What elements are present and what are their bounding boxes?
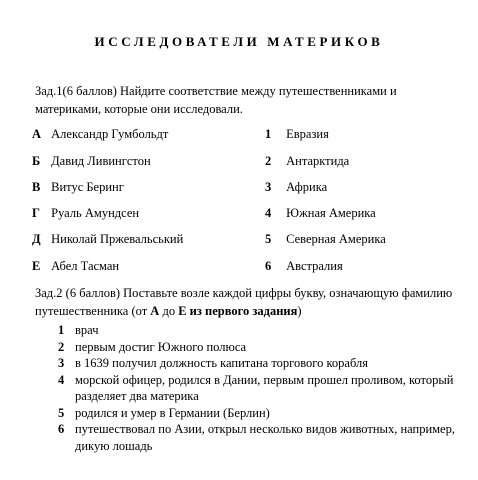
continent-row (265, 232, 386, 247)
fact-text: первым достиг Южного полюса (75, 339, 247, 354)
explorer-letter: Д (32, 232, 41, 246)
list-item (58, 355, 458, 372)
explorer-name: Руаль Амундсен (51, 206, 140, 220)
task2-text-mid: до (159, 304, 179, 318)
explorer-row (32, 259, 119, 274)
fact-text: в 1639 получил должность капитана торгового корабля (75, 356, 368, 370)
continent-name: Африка (286, 180, 328, 194)
explorer-row (32, 180, 124, 195)
continent-number: 6 (265, 259, 272, 273)
explorer-name: Давид Ливингстон (51, 154, 151, 168)
list-item (58, 405, 458, 422)
fact-text: родился и умер в Германии (Берлин) (75, 405, 270, 420)
facts-list (58, 322, 458, 454)
continent-row (265, 180, 327, 195)
fact-number: 5 (58, 405, 65, 420)
task2-text-before: Зад.2 (6 баллов) Поставьте возле каждой цифры букву, означающую фамилию путешественника (от (35, 286, 453, 318)
explorer-letter: В (32, 180, 41, 194)
explorer-name: Абел Тасман (51, 259, 120, 273)
explorer-row (32, 206, 139, 221)
list-item (58, 421, 458, 454)
task1-instructions: Зад.1(6 баллов) Найдите соответствие между путешественниками и материками, которые они исследовали. (35, 84, 397, 116)
continent-name: Антарктида (286, 154, 350, 168)
continent-name: Северная Америка (286, 232, 386, 246)
explorer-letter: Б (32, 154, 41, 168)
continent-row (265, 259, 343, 274)
explorer-name: Николай Пржевальський (51, 232, 184, 246)
list-item (58, 372, 458, 405)
continent-number: 3 (265, 180, 272, 194)
fact-text: морской офицер, родился в Дании, первым прошел проливом, который разделяет два материка (75, 372, 454, 403)
continent-name: Южная Америка (286, 206, 376, 220)
continent-number: 2 (265, 154, 272, 168)
page-title: ИССЛЕДОВАТЕЛИ МАТЕРИКОВ (94, 34, 384, 49)
continent-row (265, 154, 349, 169)
continent-number: 5 (265, 232, 272, 246)
task2-bold-start: А (150, 304, 160, 318)
task2-instructions (35, 284, 455, 320)
explorer-row (32, 127, 168, 142)
explorer-name: Витус Беринг (51, 180, 124, 194)
continent-number: 4 (265, 206, 272, 220)
task2-bold-end: Е из первого задания (178, 304, 298, 318)
explorer-row (32, 154, 151, 169)
continent-name: Австралия (286, 259, 343, 273)
explorer-letter: Г (32, 206, 40, 220)
explorer-row (32, 232, 183, 247)
fact-number: 6 (58, 422, 65, 436)
explorer-name: Александр Гумбольдт (51, 127, 169, 141)
fact-number: 3 (58, 356, 65, 370)
continent-name: Евразия (286, 127, 329, 141)
list-item (58, 339, 458, 356)
fact-number: 1 (58, 323, 65, 337)
fact-text: врач (75, 323, 99, 337)
continent-row (265, 127, 329, 142)
task2-text-after: ) (297, 304, 302, 318)
continent-number: 1 (265, 127, 272, 141)
continent-row (265, 206, 376, 221)
fact-number: 4 (58, 372, 65, 387)
explorer-letter: Е (32, 259, 41, 273)
fact-number: 2 (58, 339, 65, 354)
fact-text: путешествовал по Азии, открыл несколько видов животных, например, дикую лошадь (75, 422, 455, 453)
list-item (58, 322, 458, 339)
explorer-letter: А (32, 127, 42, 141)
